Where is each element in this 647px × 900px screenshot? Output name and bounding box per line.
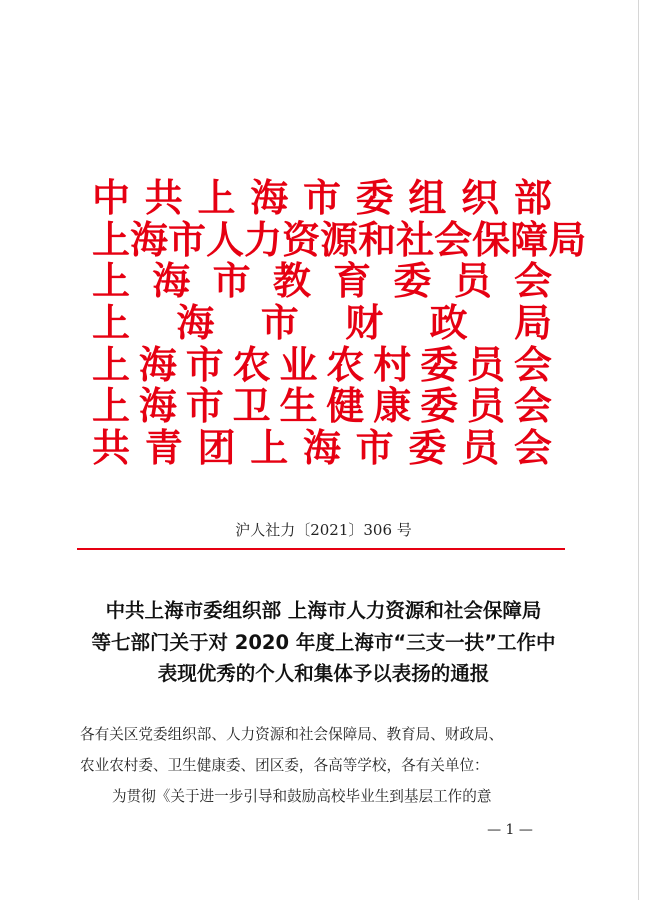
page-number: — 1 — <box>487 822 533 838</box>
issuer-char: 财 <box>345 301 384 346</box>
body-line: 为贯彻《关于进一步引导和鼓励高校毕业生到基层工作的意 <box>112 788 492 805</box>
body-line: 农业农村委、卫生健康委、团区委，各高等学校，各有关单位： <box>80 757 489 774</box>
issuer-char: 中 <box>92 176 131 220</box>
issuer-char: 海 <box>250 176 289 220</box>
issuer-char: 委 <box>408 426 447 471</box>
issuer-char: 和 <box>358 217 397 262</box>
issuer-char: 海 <box>138 342 177 387</box>
issuer-char: 村 <box>373 342 412 387</box>
issuer-char: 委 <box>420 384 459 429</box>
issuer-char: 局 <box>513 301 552 346</box>
document-number: 沪人社力〔2021〕306 号 <box>235 521 412 539</box>
issuer-char: 员 <box>467 342 506 387</box>
issuer-char: 源 <box>320 217 359 262</box>
issuer-char: 局 <box>548 217 587 262</box>
page-edge <box>638 0 639 900</box>
issuer-header <box>92 176 587 471</box>
issuer-line <box>92 342 552 387</box>
issuer-char: 上 <box>197 176 236 220</box>
red-divider <box>77 548 565 550</box>
issuer-char: 市 <box>302 176 341 220</box>
issuer-char: 上 <box>92 342 131 387</box>
issuer-char: 市 <box>355 426 394 471</box>
issuer-char: 织 <box>461 176 500 220</box>
issuer-char: 会 <box>513 342 552 387</box>
issuer-char: 海 <box>152 259 191 304</box>
issuer-char: 组 <box>408 176 447 220</box>
issuer-line <box>92 386 552 428</box>
issuer-char: 市 <box>260 301 299 346</box>
issuer-char: 农 <box>326 342 365 387</box>
issuer-char: 上 <box>92 259 131 304</box>
issuer-char: 人 <box>206 217 245 262</box>
issuer-char: 卫 <box>232 384 271 429</box>
issuer-char: 海 <box>130 217 169 262</box>
issuer-char: 海 <box>176 301 215 346</box>
issuer-char: 障 <box>510 217 549 262</box>
issuer-char: 教 <box>272 259 311 304</box>
issuer-char: 上 <box>92 384 131 429</box>
issuer-char: 政 <box>429 301 468 346</box>
document-title <box>70 595 577 690</box>
issuer-char: 社 <box>396 217 435 262</box>
issuer-char: 资 <box>282 217 321 262</box>
issuer-char: 业 <box>279 342 318 387</box>
issuer-line <box>92 303 552 345</box>
issuer-char: 上 <box>92 217 131 262</box>
issuer-char: 农 <box>232 342 271 387</box>
issuer-char: 委 <box>420 342 459 387</box>
issuer-char: 会 <box>513 259 552 304</box>
issuer-char: 市 <box>168 217 207 262</box>
issuer-char: 委 <box>393 259 432 304</box>
issuer-char: 部 <box>513 176 552 220</box>
title-line: 中共上海市委组织部 上海市人力资源和社会保障局 <box>105 599 542 622</box>
issuer-line <box>92 261 552 303</box>
issuer-char: 会 <box>513 384 552 429</box>
issuer-char: 委 <box>355 176 394 220</box>
issuer-char: 海 <box>138 384 177 429</box>
issuer-char: 青 <box>144 426 183 471</box>
issuer-char: 员 <box>461 426 500 471</box>
issuer-char: 健 <box>326 384 365 429</box>
issuer-char: 市 <box>185 342 224 387</box>
issuer-char: 市 <box>212 259 251 304</box>
issuer-line <box>92 428 552 470</box>
issuer-char: 共 <box>144 176 183 220</box>
issuer-char: 员 <box>453 259 492 304</box>
issuer-char: 上 <box>250 426 289 471</box>
issuer-char: 育 <box>333 259 372 304</box>
issuer-line <box>92 178 552 220</box>
document-body <box>80 719 570 812</box>
issuer-char: 市 <box>185 384 224 429</box>
issuer-char: 力 <box>244 217 283 262</box>
issuer-char: 上 <box>92 301 131 346</box>
issuer-char: 海 <box>302 426 341 471</box>
issuer-char: 员 <box>467 384 506 429</box>
title-line: 等七部门关于对 2020 年度上海市“三支一扶”工作中 <box>91 630 556 654</box>
title-line: 表现优秀的个人和集体予以表扬的通报 <box>157 662 490 685</box>
issuer-char: 会 <box>513 426 552 471</box>
issuer-char: 康 <box>373 384 412 429</box>
issuer-char: 生 <box>279 384 318 429</box>
body-line: 各有关区党委组织部、人力资源和社会保障局、教育局、财政局、 <box>80 726 504 743</box>
issuer-char: 共 <box>92 426 131 471</box>
issuer-char: 团 <box>197 426 236 471</box>
issuer-line <box>92 217 587 262</box>
issuer-char: 保 <box>472 217 511 262</box>
issuer-char: 会 <box>434 217 473 262</box>
